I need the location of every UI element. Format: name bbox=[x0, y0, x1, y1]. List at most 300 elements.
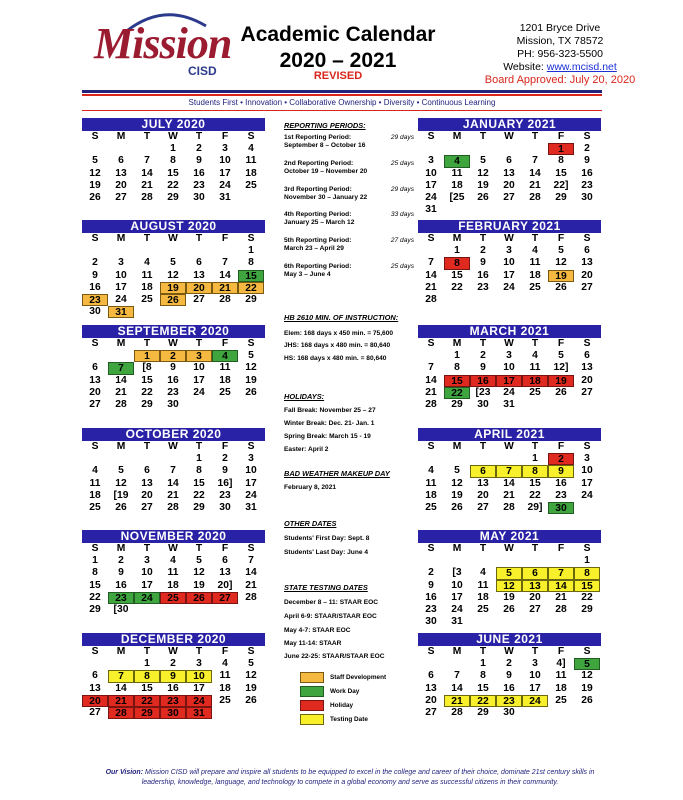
empty-cell bbox=[496, 204, 522, 216]
vision-label: Our Vision: bbox=[105, 769, 144, 776]
hb-title: HB 2610 MIN. OF INSTRUCTION: bbox=[284, 313, 399, 322]
period-dates: January 25 – March 12 bbox=[284, 219, 355, 226]
day-header: M bbox=[452, 131, 462, 142]
day-header: M bbox=[116, 543, 126, 554]
holiday-fall: Fall Break: November 25 – 27 bbox=[284, 407, 376, 414]
day-cell: 25 bbox=[477, 603, 489, 615]
day-cell: 6 bbox=[222, 555, 228, 567]
day-header: S bbox=[583, 233, 591, 244]
day-cell: 24 bbox=[581, 489, 593, 501]
day-header: W bbox=[168, 131, 178, 142]
empty-cell bbox=[496, 555, 522, 567]
day-cell: 24 bbox=[219, 179, 231, 191]
day-cell: 3 bbox=[584, 453, 590, 465]
empty-cell bbox=[522, 616, 548, 628]
testing-date-5: June 22-25: STAAR/STAAR EOC bbox=[284, 653, 385, 660]
empty-cell bbox=[522, 399, 548, 411]
day-cell: 31 bbox=[245, 501, 257, 513]
month-grid bbox=[82, 338, 265, 411]
empty-cell bbox=[418, 453, 444, 465]
tagline: Students First • Innovation • Collaborative Ownership • Diversity • Continuous Learning bbox=[188, 98, 496, 107]
period-dates: March 23 – April 29 bbox=[284, 245, 344, 252]
day-header: W bbox=[168, 543, 178, 554]
day-cell: 6 bbox=[470, 465, 496, 477]
day-cell: 27 bbox=[115, 191, 127, 203]
day-cell: 24 bbox=[451, 603, 463, 615]
empty-cell bbox=[212, 707, 238, 719]
day-cell: 20 bbox=[115, 179, 127, 191]
day-cell: 10 bbox=[425, 167, 437, 179]
month-header: JUNE 2021 bbox=[418, 633, 601, 646]
day-cell: 14 bbox=[141, 167, 153, 179]
day-cell: 21 bbox=[115, 386, 127, 398]
empty-cell bbox=[186, 306, 212, 318]
day-cell: 28 bbox=[451, 706, 463, 718]
day-cell: [23 bbox=[475, 386, 491, 398]
holidays-title: HOLIDAYS: bbox=[284, 392, 325, 401]
day-cell: 26 bbox=[245, 386, 257, 398]
day-header: T bbox=[479, 441, 487, 452]
empty-cell bbox=[418, 555, 444, 567]
day-cell: 21 bbox=[444, 695, 470, 707]
day-cell: 7 bbox=[548, 567, 574, 579]
day-header: T bbox=[195, 131, 203, 142]
empty-cell bbox=[548, 707, 574, 719]
day-cell: 12 bbox=[193, 567, 205, 579]
holiday-easter: Easter: April 2 bbox=[284, 446, 329, 453]
day-header: S bbox=[91, 646, 99, 657]
day-cell: 1 bbox=[196, 453, 202, 465]
day-cell: 24 bbox=[134, 592, 160, 604]
day-cell: 19 bbox=[160, 282, 186, 294]
day-cell: 10 bbox=[503, 257, 515, 269]
day-cell: 18 bbox=[522, 375, 548, 387]
day-cell: 29 bbox=[581, 603, 593, 615]
day-cell: 15 bbox=[141, 682, 153, 694]
empty-cell bbox=[108, 143, 134, 155]
day-cell: 4 bbox=[532, 245, 538, 257]
day-cell: 6 bbox=[584, 350, 590, 362]
day-cell: 31 bbox=[219, 191, 231, 203]
empty-cell bbox=[522, 555, 548, 567]
day-header: T bbox=[479, 543, 487, 554]
tagline-rule bbox=[82, 110, 602, 111]
day-header: S bbox=[583, 338, 591, 349]
day-cell: 4 bbox=[532, 350, 538, 362]
empty-cell bbox=[108, 245, 134, 257]
empty-cell bbox=[548, 555, 574, 567]
day-cell: 14 bbox=[503, 477, 515, 489]
day-header: M bbox=[452, 441, 462, 452]
day-cell: 8 bbox=[248, 257, 254, 269]
empty-cell bbox=[160, 453, 186, 465]
day-header: W bbox=[168, 441, 178, 452]
empty-cell bbox=[574, 294, 600, 306]
day-cell: 12 bbox=[477, 167, 489, 179]
day-cell: 29 bbox=[245, 293, 257, 305]
day-cell: 9 bbox=[480, 257, 486, 269]
day-cell: 22 bbox=[238, 282, 264, 294]
day-header: S bbox=[247, 543, 255, 554]
other-dates-title: OTHER DATES bbox=[284, 519, 337, 528]
testing-date-4: May 11-14: STAAR bbox=[284, 640, 342, 647]
day-cell: 20 bbox=[581, 374, 593, 386]
day-cell: 29 bbox=[451, 398, 463, 410]
day-header: T bbox=[479, 131, 487, 142]
day-cell: 16 bbox=[425, 591, 437, 603]
day-header: W bbox=[168, 338, 178, 349]
day-cell: 22 bbox=[89, 591, 101, 603]
day-cell: 13 bbox=[581, 257, 593, 269]
day-cell: 20 bbox=[89, 386, 101, 398]
day-cell: 4 bbox=[222, 658, 228, 670]
day-cell: 29 bbox=[555, 191, 567, 203]
month-grid bbox=[418, 646, 601, 719]
day-cell: 25 bbox=[89, 501, 101, 513]
month-header: JANUARY 2021 bbox=[418, 118, 601, 131]
day-cell: 23 bbox=[108, 592, 134, 604]
day-cell: 2 bbox=[170, 658, 176, 670]
day-header: S bbox=[427, 441, 435, 452]
day-cell: 30 bbox=[548, 502, 574, 514]
empty-cell bbox=[574, 616, 600, 628]
makeup-title: BAD WEATHER MAKEUP DAY bbox=[284, 469, 390, 478]
title-line-1: Academic Calendar bbox=[240, 23, 436, 46]
day-cell: 30 bbox=[89, 306, 101, 318]
day-cell: 5 bbox=[118, 465, 124, 477]
day-cell: 24 bbox=[503, 386, 515, 398]
day-cell: 27 bbox=[193, 293, 205, 305]
day-header: M bbox=[116, 646, 126, 657]
day-cell: 3 bbox=[248, 453, 254, 465]
day-cell: 21 bbox=[529, 179, 541, 191]
day-cell: 21 bbox=[425, 281, 437, 293]
day-cell: 30 bbox=[160, 707, 186, 719]
day-cell: 19 bbox=[89, 179, 101, 191]
day-cell: 9 bbox=[170, 362, 176, 374]
day-header: M bbox=[452, 543, 462, 554]
day-cell: [8 bbox=[142, 362, 152, 374]
day-cell: 2 bbox=[428, 567, 434, 579]
day-cell: 10 bbox=[451, 579, 463, 591]
day-cell: 21 bbox=[245, 579, 257, 591]
day-cell: 30 bbox=[503, 706, 515, 718]
day-cell: 25 bbox=[529, 386, 541, 398]
day-cell: 20 bbox=[581, 269, 593, 281]
day-header: T bbox=[531, 131, 539, 142]
day-cell: 24 bbox=[115, 293, 127, 305]
day-cell: 28 bbox=[219, 293, 231, 305]
legend-swatch bbox=[300, 672, 324, 683]
day-cell: 2 bbox=[548, 453, 574, 465]
day-cell: 16 bbox=[470, 375, 496, 387]
day-header: S bbox=[91, 441, 99, 452]
empty-cell bbox=[418, 245, 444, 257]
legend-label: Staff Development bbox=[330, 674, 387, 681]
day-cell: 18 bbox=[89, 489, 101, 501]
day-cell: 20] bbox=[217, 579, 233, 591]
day-header: S bbox=[91, 131, 99, 142]
day-cell: 16 bbox=[167, 374, 179, 386]
day-header: F bbox=[557, 131, 565, 142]
day-cell: 26 bbox=[451, 501, 463, 513]
day-cell: 28 bbox=[425, 293, 437, 305]
day-cell: 3 bbox=[222, 143, 228, 155]
day-cell: 17 bbox=[529, 682, 541, 694]
day-cell: 6 bbox=[506, 155, 512, 167]
day-header: F bbox=[557, 233, 565, 244]
day-cell: 11 bbox=[245, 155, 257, 167]
day-cell: 13 bbox=[581, 362, 593, 374]
empty-cell bbox=[108, 350, 134, 362]
day-cell: 23 bbox=[555, 489, 567, 501]
day-cell: 18 bbox=[141, 281, 153, 293]
day-cell: 28 bbox=[167, 501, 179, 513]
day-cell: 22 bbox=[529, 489, 541, 501]
day-cell: 11 bbox=[451, 167, 463, 179]
day-cell: 9 bbox=[584, 155, 590, 167]
empty-cell bbox=[82, 143, 108, 155]
day-cell: 1 bbox=[532, 453, 538, 465]
day-cell: 24 bbox=[503, 281, 515, 293]
day-cell: 23 bbox=[82, 294, 108, 306]
day-cell: 8 bbox=[558, 155, 564, 167]
day-cell: 17 bbox=[219, 167, 231, 179]
day-cell: 29 bbox=[477, 706, 489, 718]
day-cell: 21 bbox=[503, 489, 515, 501]
day-cell: 14 bbox=[548, 580, 574, 592]
day-cell: 28 bbox=[115, 398, 127, 410]
day-cell: 3 bbox=[118, 257, 124, 269]
day-cell: 28 bbox=[555, 603, 567, 615]
day-header: M bbox=[452, 338, 462, 349]
empty-cell bbox=[82, 658, 108, 670]
day-cell: 19 bbox=[245, 374, 257, 386]
day-header: W bbox=[504, 543, 514, 554]
day-cell: 20 bbox=[425, 694, 437, 706]
day-cell: 26 bbox=[89, 191, 101, 203]
day-cell: 21 bbox=[212, 282, 238, 294]
day-cell: 30 bbox=[219, 501, 231, 513]
day-cell: 20 bbox=[477, 489, 489, 501]
day-cell: 9 bbox=[196, 155, 202, 167]
day-cell: 14 bbox=[115, 682, 127, 694]
holiday-winter: Winter Break: Dec. 21- Jan. 1 bbox=[284, 420, 375, 427]
day-header: M bbox=[452, 233, 462, 244]
period-days: 25 days bbox=[390, 263, 414, 270]
day-header: T bbox=[195, 233, 203, 244]
day-cell: 14 bbox=[451, 682, 463, 694]
day-header: M bbox=[452, 646, 462, 657]
day-cell: 1 bbox=[134, 350, 160, 362]
day-header: T bbox=[531, 543, 539, 554]
day-cell: 30 bbox=[167, 398, 179, 410]
day-cell: 5 bbox=[454, 465, 460, 477]
day-cell: 26 bbox=[555, 281, 567, 293]
day-cell: 5 bbox=[248, 658, 254, 670]
day-cell: 25 bbox=[219, 694, 231, 706]
page-title bbox=[238, 22, 438, 74]
day-cell: 5 bbox=[170, 257, 176, 269]
day-cell: 19 bbox=[451, 489, 463, 501]
day-cell: 4 bbox=[170, 555, 176, 567]
month-july-2020 bbox=[82, 118, 265, 204]
period-name: 6th Reporting Period: bbox=[284, 263, 352, 270]
day-cell: 19 bbox=[477, 179, 489, 191]
day-cell: 29 bbox=[141, 398, 153, 410]
day-cell: 26 bbox=[503, 603, 515, 615]
period-days: 33 days bbox=[390, 211, 414, 218]
day-cell: 15 bbox=[529, 477, 541, 489]
day-cell: 2 bbox=[118, 555, 124, 567]
day-cell: 13 bbox=[477, 477, 489, 489]
day-cell: 11 bbox=[477, 579, 489, 591]
holiday-spring: Spring Break: March 15 - 19 bbox=[284, 433, 371, 440]
month-september-2020 bbox=[82, 325, 265, 411]
day-cell: 25 bbox=[219, 386, 231, 398]
day-cell: 25 bbox=[245, 179, 257, 191]
day-cell: 23 bbox=[425, 603, 437, 615]
day-cell: 7 bbox=[428, 257, 434, 269]
empty-cell bbox=[522, 204, 548, 216]
day-cell: 8 bbox=[522, 465, 548, 477]
day-cell: 19 bbox=[548, 375, 574, 387]
day-cell: 16 bbox=[167, 682, 179, 694]
empty-cell bbox=[522, 294, 548, 306]
day-cell: 29] bbox=[527, 501, 543, 513]
day-cell: 10 bbox=[245, 465, 257, 477]
day-cell: 8 bbox=[170, 155, 176, 167]
day-cell: 14 bbox=[425, 269, 437, 281]
day-cell: 16] bbox=[217, 477, 233, 489]
day-header: W bbox=[504, 233, 514, 244]
day-cell: 15 bbox=[444, 375, 470, 387]
day-header: T bbox=[195, 543, 203, 554]
day-cell: 14 bbox=[167, 477, 179, 489]
day-header: M bbox=[116, 233, 126, 244]
day-cell: 19 bbox=[245, 682, 257, 694]
month-grid bbox=[418, 543, 601, 628]
day-cell: 1 bbox=[548, 143, 574, 155]
empty-cell bbox=[134, 143, 160, 155]
mission-cisd-logo bbox=[88, 6, 238, 86]
day-cell: 21 bbox=[425, 386, 437, 398]
day-cell: 8 bbox=[196, 465, 202, 477]
legend-label: Work Day bbox=[330, 688, 360, 695]
day-cell: 25 bbox=[141, 293, 153, 305]
empty-cell bbox=[418, 143, 444, 155]
day-header: T bbox=[195, 441, 203, 452]
testing-title: STATE TESTING DATES bbox=[284, 583, 368, 592]
day-cell: 6 bbox=[144, 465, 150, 477]
day-cell: [30 bbox=[113, 603, 129, 615]
month-may-2021 bbox=[418, 530, 601, 628]
day-cell: 10 bbox=[141, 567, 153, 579]
day-cell: 13 bbox=[193, 269, 205, 281]
day-cell: 12 bbox=[496, 580, 522, 592]
day-cell: 27 bbox=[141, 501, 153, 513]
day-header: F bbox=[557, 441, 565, 452]
day-cell: 24 bbox=[193, 386, 205, 398]
day-cell: 20 bbox=[186, 282, 212, 294]
day-header: S bbox=[427, 233, 435, 244]
reporting-period bbox=[284, 211, 414, 227]
empty-cell bbox=[470, 143, 496, 155]
day-header: T bbox=[195, 338, 203, 349]
day-cell: 12 bbox=[245, 670, 257, 682]
day-cell: 1 bbox=[454, 245, 460, 257]
day-cell: 11 bbox=[141, 269, 153, 281]
hb-line-elem: Elem: 168 days x 450 min. = 75,600 bbox=[284, 330, 394, 337]
day-cell: 2 bbox=[480, 350, 486, 362]
day-cell: 9 bbox=[506, 670, 512, 682]
day-cell: 28 bbox=[503, 501, 515, 513]
day-cell: 30 bbox=[425, 616, 437, 628]
day-cell: 18 bbox=[219, 682, 231, 694]
empty-cell bbox=[108, 453, 134, 465]
period-dates: September 8 – October 16 bbox=[284, 142, 366, 149]
reporting-period bbox=[284, 237, 414, 253]
day-cell: 23 bbox=[160, 695, 186, 707]
empty-cell bbox=[444, 555, 470, 567]
month-august-2020 bbox=[82, 220, 265, 318]
day-cell: 18 bbox=[245, 167, 257, 179]
day-cell: 19 bbox=[193, 579, 205, 591]
website-link[interactable]: www.mcisd.net bbox=[546, 61, 617, 73]
empty-cell bbox=[186, 245, 212, 257]
empty-cell bbox=[496, 294, 522, 306]
day-cell: 2 bbox=[506, 658, 512, 670]
day-cell: 14 bbox=[219, 269, 231, 281]
address-block bbox=[470, 22, 650, 87]
empty-cell bbox=[186, 604, 212, 616]
day-cell: 10 bbox=[219, 155, 231, 167]
day-cell: 27 bbox=[425, 706, 437, 718]
day-cell: 3 bbox=[428, 155, 434, 167]
day-header: W bbox=[504, 441, 514, 452]
day-cell: 2 bbox=[196, 143, 202, 155]
month-header: MARCH 2021 bbox=[418, 325, 601, 338]
day-cell: 13 bbox=[141, 477, 153, 489]
hb-line-hs: HS: 168 days x 480 min. = 80,640 bbox=[284, 355, 387, 362]
day-header: F bbox=[221, 441, 229, 452]
day-cell: 20 bbox=[503, 179, 515, 191]
period-days: 29 days bbox=[390, 186, 414, 193]
day-cell: 3 bbox=[506, 350, 512, 362]
month-grid bbox=[82, 543, 265, 616]
day-cell: 16 bbox=[477, 269, 489, 281]
day-cell: 20 bbox=[141, 489, 153, 501]
day-cell: 29 bbox=[167, 191, 179, 203]
day-cell: 6 bbox=[92, 670, 98, 682]
day-header: W bbox=[168, 646, 178, 657]
month-october-2020 bbox=[82, 428, 265, 514]
empty-cell bbox=[238, 399, 264, 411]
day-cell: 4 bbox=[92, 465, 98, 477]
day-cell: 12 bbox=[167, 269, 179, 281]
day-cell: 10 bbox=[193, 362, 205, 374]
month-november-2020 bbox=[82, 530, 265, 616]
day-cell: 14 bbox=[529, 167, 541, 179]
day-cell: 17 bbox=[581, 477, 593, 489]
day-cell: 11 bbox=[529, 362, 541, 374]
day-cell: 21 bbox=[141, 179, 153, 191]
day-cell: 15 bbox=[193, 477, 205, 489]
empty-cell bbox=[574, 707, 600, 719]
day-header: S bbox=[583, 543, 591, 554]
day-cell: 26 bbox=[555, 386, 567, 398]
day-cell: 28 bbox=[245, 591, 257, 603]
